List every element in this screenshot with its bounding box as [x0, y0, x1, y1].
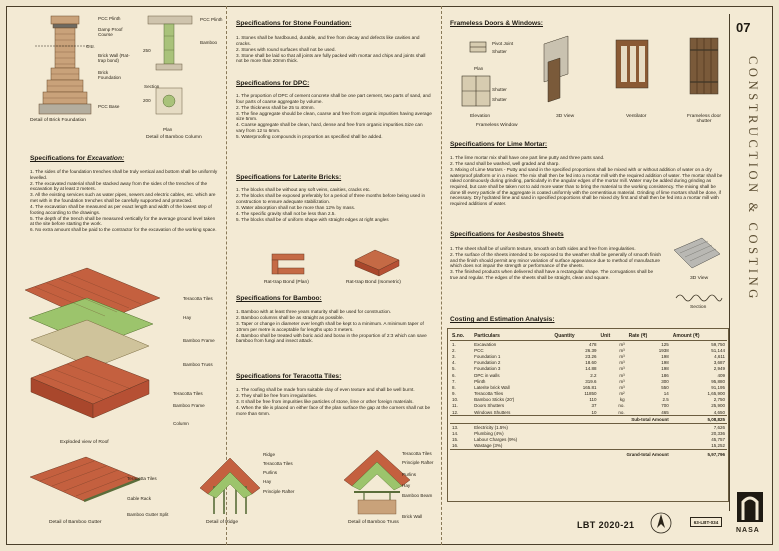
stone-item-1: 1. Stones shall be hardbound, durable, and free from decay and defects like cavities and cracks. [236, 35, 420, 46]
truss-label-purlins: Purlins [402, 472, 417, 477]
roof-label-frame-1: Bamboo Frame [183, 338, 215, 343]
frameless-view-3d: 3D View [556, 114, 575, 119]
costing-header-row [450, 331, 727, 341]
cell-particular: Electricity (1.5%) [474, 424, 508, 430]
ridge-drawing [200, 458, 260, 518]
cell-quantity: 478 [589, 341, 597, 347]
cell-unit: kg [619, 397, 625, 403]
lime-item-3: 3. Mixing of Lime Mortars - Putty and sand in the specified proportions shall be mixed with or without addition of water on a dry waterproof platform or in a mixer. The mix shall then be fed into a mortar mill with the required addition of water. The mortar shall be raked continuously during grinding, particularly in the angular edges of the mortar mill. Water may be added during grinding as required, but care shall be taken not to add more water than to bring the material to the working consistency. The mixing shall be done till every particle of the aggregate is coated uniformly with the cementitious material. Grinding of lime mortars shall be done, if necessary. Dry hydrated lime and sand in specified proportions shall be mixed dry first and shall then be fed into a mortar mill with required additions of water. [450, 167, 723, 206]
cell-sno: 9. [452, 391, 456, 397]
roof-label-tiles-2: Teracotta Tiles [173, 391, 203, 396]
frameless-label-pivot: Pivot Joint [492, 41, 514, 46]
ridge-label-rafter: Principle Rafter [263, 489, 295, 494]
academic-year: LBT 2020-21 [577, 520, 635, 530]
brick-label-wall: Brick Wall (Rat-trap bond) [98, 53, 130, 63]
cell-particular: Windows Shutters [474, 409, 511, 415]
frameless-label-plan: Plan [474, 66, 484, 71]
cell-sno: 2. [452, 347, 456, 353]
cell-rate: 465 [661, 409, 669, 415]
cell-particular: DPC in walls [474, 372, 500, 378]
cell-quantity: 18.60 [585, 360, 597, 366]
cell-unit: m³ [619, 372, 625, 378]
gutter-caption: Detail of Bamboo Gutter [49, 520, 102, 525]
cell-particular: Plumbing (4%) [474, 431, 504, 437]
exploded-roof-drawing [25, 268, 175, 428]
cell-amount: 2,750 [713, 397, 725, 403]
cell-amount: 15,252 [711, 443, 725, 449]
stone-item-2: 2. Stones with round surfaces shall not be used. [236, 46, 336, 52]
excavation-item-5: 5. The depth of the trench shall be measured vertically for the average ground level taken at the site before starting the work. [30, 215, 216, 227]
brick-foundation-drawing [35, 16, 95, 131]
table-row [450, 409, 727, 416]
dpc-heading: Specifications for DPC: [236, 80, 310, 87]
sheet-number: 07 [736, 20, 751, 35]
gutter-label-split: Bamboo Gutter Split [127, 512, 169, 517]
cell-sno: 4. [452, 360, 456, 366]
cell-amount: 409 [717, 372, 725, 378]
cell-amount: 3,687 [713, 360, 725, 366]
cell-sno: 12. [452, 409, 459, 415]
roof-label-frame-2: Bamboo Frame [173, 403, 205, 408]
frameless-view-elevation: Elevation [470, 114, 491, 119]
cell-quantity: 165.81 [582, 384, 597, 390]
excavation-item-2: 2. The excavated material shall be stacked away from the sides of the trenches of the excavation by at least 2 meters. [30, 180, 208, 192]
rat-trap-iso-drawing [355, 250, 401, 276]
cell-amount: 7,626 [713, 424, 725, 430]
asbestos-item-3: 3. The finished products when delivered shall have a rectangular shape. The corrugations shall be true and regular. The edges of the sheets shall be straight, clean and square. [450, 269, 654, 280]
truss-caption: Detail of Bamboo Truss [348, 520, 399, 525]
cell-amount: 59,750 [711, 341, 725, 347]
bamboo-item-1: 1. Bamboo with at least three years maturity shall be used for construction. [236, 309, 392, 314]
costing-heading: Costing and Estimation Analysis: [450, 316, 555, 323]
frameless-window-drawing [452, 34, 732, 116]
roof-label-hay: Hay [183, 315, 192, 320]
bamboo-label-section: Section [144, 84, 160, 89]
costing-body [450, 341, 727, 459]
cell-amount: 91,195 [711, 384, 725, 390]
brick-foundation-caption: Detail of Brick Foundation [30, 118, 86, 123]
cell-particular: Foundation 2 [474, 360, 501, 366]
cell-sno: 15. [452, 437, 459, 443]
cell-quantity: 319.6 [585, 378, 597, 384]
brick-label-dpc: Damp Proof Course [98, 27, 123, 37]
cell-amount: 45,757 [711, 437, 725, 443]
ridge-label-hay: Hay [263, 479, 272, 484]
excavation-heading-em: Excavation: [87, 155, 125, 162]
cell-sno: 6. [452, 372, 456, 378]
laterite-item-1: 1. The blocks shall be without any soft veins, cavities, cracks etc. [236, 187, 371, 192]
costing-table [450, 331, 727, 459]
cell-unit: m³ [619, 360, 625, 366]
cell-quantity: 26.39 [585, 347, 597, 353]
vertical-title: CONSTRUCTION & COSTING [746, 56, 760, 302]
excavation-item-1: 1. The sides of the foundation trenches shall be truly vertical and bottom shall be uniformly levelled. [30, 169, 218, 180]
excavation-item-6: 6. No extra amount shall be paid to the contractor for the excavation of the working space. [30, 227, 217, 233]
cell-rate: 550 [661, 384, 669, 390]
grandtotal-value: 5,97,796 [671, 450, 727, 459]
laterite-item-3: 3. Water absorption shall not be more than 12% by mass. [236, 204, 356, 210]
laterite-item-4: 4. The specific gravity shall not be less than 2.5. [236, 210, 336, 216]
subtotal-row [450, 416, 727, 424]
bamboo-item-4: 4. Bamboo shall be treated with boric acid and borax in the proportion of 2:3 which can save bamboo from fungi and insect attack. [236, 332, 427, 344]
frameless-label-shutter-1: Shutter [492, 49, 507, 54]
cell-sno: 16. [452, 443, 459, 449]
col-rate: Rate (₹) [627, 331, 671, 341]
laterite-text [236, 187, 432, 223]
brick-label-pcc-plinth: PCC Plinth [98, 16, 121, 21]
asbestos-3d-caption: 3D View [690, 276, 709, 281]
stone-foundation-heading: Specifications for Stone Foundation: [236, 20, 352, 27]
excavation-text [30, 169, 220, 234]
cell-amount: 51,144 [711, 347, 725, 353]
cell-particular: Bamboo Sticks (20') [474, 397, 515, 403]
cell-particular: Teracotta Tiles [474, 391, 504, 397]
excavation-heading-prefix: Specifications for [30, 155, 88, 162]
teracotta-item-1: 1. The roofing shall be made from suitable clay of even texture and shall be well burnt. [236, 387, 415, 392]
truss-label-hay: Hay [402, 483, 411, 488]
cell-particular: Plinth [474, 378, 486, 384]
asbestos-item-2: 2. The surface of the sheets intended to be exposed to the weather shall be generally of smooth finish and the finish should permit any minor variation of surface appearance due to method of manufacture which does not impair the strength or performance of the sheets. [450, 252, 661, 269]
cell-quantity: 37 [591, 403, 597, 409]
north-arrow-icon [650, 512, 672, 534]
cell-unit: no. [618, 403, 625, 409]
bamboo-dim-250: 250 [143, 48, 151, 53]
cell-sno: 5. [452, 366, 456, 372]
grandtotal-label: Grand-total Amount [450, 450, 671, 459]
cell-particular: Laterite brick Wall [474, 384, 510, 390]
roof-label-tiles-1: Teracotta Tiles [183, 296, 213, 301]
frameless-label-shutter-3: Shutter [492, 97, 507, 102]
cell-amount: 25,900 [711, 403, 725, 409]
asbestos-item-1: 1. The sheet shall be of uniform texture, smooth on both sides and free from irregularities. [450, 246, 636, 251]
roof-label-truss: Bamboo Truss [183, 362, 213, 367]
frameless-heading: Frameless Doors & Windows: [450, 20, 544, 27]
truss-label-wall: Brick Wall [402, 514, 423, 519]
teracotta-heading: Specifications for Teracotta Tiles: [236, 373, 342, 380]
truss-label-tiles: Teracotta Tiles [402, 451, 432, 456]
cell-rate: 125 [661, 341, 669, 347]
subtotal-label: Sub-total Amount [450, 416, 671, 424]
cell-particular: Excavation [474, 341, 497, 347]
cell-rate: 186 [661, 372, 669, 378]
cell-particular: Foundation 1 [474, 353, 501, 359]
nasa-logo-text: NASA [736, 527, 760, 534]
cell-rate: 2.5 [662, 397, 669, 403]
rat-trap-plan-drawing [272, 254, 312, 276]
truss-label-rafter: Principle Rafter [402, 460, 434, 465]
dpc-text [236, 93, 432, 140]
cell-amount: 95,880 [711, 378, 725, 384]
ridge-caption: Detail of Ridge [206, 520, 239, 525]
cell-particular: Foundation 3 [474, 366, 501, 372]
cell-unit: no. [618, 409, 625, 415]
cell-rate: 198 [661, 360, 669, 366]
ridge-label-purlins: Purlins [263, 470, 278, 475]
asbestos-section-drawing [676, 292, 722, 302]
bamboo-item-3: 3. Taper or change in diameter over length shall be kept to a minimum. A minimum taper of 10mm per metre is acceptable for lengths upto 3 meters. [236, 321, 424, 332]
subtotal-value: 5,08,825 [671, 416, 727, 424]
cell-unit: m³ [619, 366, 625, 372]
dpc-item-4: 4. Coarse aggregate shall be clean, hard, dense and free from organic impurities.Size can vary from 12 to 6mm. [236, 122, 423, 134]
column-divider-2 [441, 6, 442, 545]
cell-quantity: 2.2 [590, 372, 597, 378]
cell-sno: 14. [452, 431, 459, 437]
frameless-label-shutter-2: Shutter [492, 87, 507, 92]
cell-quantity: 14.88 [585, 366, 597, 372]
lime-item-1: 1. The lime mortar mix shall have one part lime putty and three parts sand. [450, 155, 605, 160]
cell-sno: 13. [452, 424, 459, 430]
lime-mortar-text [450, 155, 726, 207]
cell-quantity: 10 [591, 409, 597, 415]
table-row [450, 341, 727, 348]
cell-particular: Doors Shutters [474, 403, 505, 409]
sheet-code: 63-LBT-034 [690, 517, 722, 527]
excavation-item-3: 3. All the existing services such as water pipes, sewers and electric cables, etc. which are met with in the foundation trenches shall be carefully supported and protected. [30, 192, 216, 203]
cell-unit: m³ [619, 347, 625, 353]
laterite-item-2: 2. The blocks shall be exposed preferably for a period of three months before being used in construction to ensure adequate stabilization. [236, 193, 426, 204]
cell-rate: 1938 [658, 347, 669, 353]
rat-trap-plan-caption: Rat-trap Bond (Plan) [264, 280, 309, 285]
cell-rate: 700 [661, 403, 669, 409]
cell-particular: PCC [474, 347, 484, 353]
teracotta-item-3: 3. It shall be free from impurities like particles of stone, lime or other foreign materials. [236, 399, 414, 405]
brick-label-foundation: Brick Foundation [98, 70, 121, 80]
laterite-heading: Specifications for Laterite Bricks: [236, 174, 342, 181]
frameless-view-ventilator: Ventilator [626, 114, 647, 119]
table-row [450, 443, 727, 450]
asbestos-section-caption: Section [690, 305, 707, 310]
cell-rate: 198 [661, 353, 669, 359]
bamboo-label-bamboo: Bamboo [200, 40, 218, 45]
nasa-logo-icon [737, 492, 763, 522]
cell-sno: 1. [452, 341, 456, 347]
roof-label-column: Column [173, 421, 189, 426]
cell-amount: 1,65,900 [707, 391, 725, 397]
laterite-item-5: 5. The blocks shall be of uniform shape with straight edges at right angles [236, 216, 389, 222]
teracotta-text [236, 387, 432, 417]
stone-item-3: 3. Stone shall be laid so that all joints are fully packed with mortar and chips and joints shall not be more than 20mm thick. [236, 52, 426, 64]
lime-item-2: 2. The sand shall be washed, well graded and sharp. [450, 161, 560, 167]
grandtotal-row [450, 450, 727, 459]
bamboo-label-pcc-plinth: PCC Plinth [200, 17, 223, 22]
cell-amount: 2,949 [713, 366, 725, 372]
cell-amount: 4,611 [714, 353, 725, 359]
gutter-label-tiles: Teracotta Tiles [127, 476, 157, 481]
col-particulars: Particulars [472, 331, 552, 341]
col-amount: Amount (₹) [671, 331, 727, 341]
col-quantity: Quantity [552, 331, 598, 341]
cell-unit: m² [619, 391, 625, 397]
bamboo-text [236, 309, 432, 345]
cell-amount: 20,336 [711, 431, 725, 437]
dpc-item-5: 5. Waterproofing compounds in proportion as specified shall be added. [236, 134, 383, 140]
dpc-item-3: 3. The fine aggregate should be clean, coarse and free from organic impurities having average size 5mm. [236, 110, 432, 122]
cell-particular: Labour Charges (9%) [474, 437, 518, 443]
stone-foundation-text [236, 35, 432, 64]
bamboo-heading: Specifications for Bamboo: [236, 295, 322, 302]
cell-rate: 300 [661, 378, 669, 384]
cell-sno: 3. [452, 353, 456, 359]
asbestos-heading: Specifications for Aesbestos Sheets [450, 231, 564, 238]
dpc-item-1: 1. The proportion of DPC of cement concrete shall be one part cement, two parts of sand, and four parts of coarse aggregate by volume. [236, 93, 431, 104]
frameless-view-door: Frameless door shutter [687, 114, 721, 124]
truss-label-beam: Bamboo Beam [402, 493, 433, 498]
cell-quantity: 23.26 [585, 353, 597, 359]
brick-label-gl: G.L. [86, 44, 95, 49]
dpc-item-2: 2. The thickness shall be 25 to 40mm. [236, 104, 315, 110]
cell-particular: Wastage (3%) [474, 443, 503, 449]
bamboo-item-2: 2. Bamboo columns shall be as straight as possible. [236, 315, 344, 321]
cell-sno: 11. [452, 403, 458, 409]
excavation-heading [30, 155, 124, 162]
excavation-item-4: 4. The excavation shall be measured as per exact length and width of the lowest step of footing according to the drawings. [30, 204, 212, 215]
cell-unit: m³ [619, 378, 625, 384]
cell-unit: m³ [619, 341, 625, 347]
lime-mortar-heading: Specifications for Lime Mortar: [450, 141, 548, 148]
bamboo-label-plan: Plan [163, 127, 173, 132]
ridge-label-ridge: Ridge [263, 452, 276, 457]
frameless-window-caption: Frameless Window [476, 123, 518, 128]
bamboo-column-caption: Detail of Bamboo Column [146, 135, 202, 140]
cell-quantity: 11850 [584, 391, 597, 397]
bamboo-truss-drawing [344, 450, 410, 516]
rat-trap-iso-caption: Rat-trap Bond (Isometric) [346, 280, 401, 285]
cell-amount: 4,650 [713, 409, 725, 415]
cell-sno: 7. [452, 378, 456, 384]
gutter-label-gable: Gable Rack [127, 496, 152, 501]
roof-caption: Exploded view of Roof [60, 440, 109, 445]
cell-sno: 10. [452, 397, 459, 403]
cell-quantity: 110 [589, 397, 597, 403]
ridge-label-tiles: Teracotta Tiles [263, 461, 293, 466]
teracotta-item-2: 2. They shall be free from irregularities. [236, 393, 318, 399]
cell-unit: m³ [619, 353, 625, 359]
table-row [450, 424, 727, 431]
col-sno: S.no. [450, 331, 472, 341]
cell-sno: 8. [452, 384, 456, 390]
asbestos-3d-drawing [672, 236, 722, 272]
cell-rate: 198 [661, 366, 669, 372]
cell-rate: 14 [663, 391, 669, 397]
brick-label-pcc-base: PCC Base [98, 104, 120, 109]
teracotta-item-4: 4. When the tile is placed on either face of the plan surface the gap at the corners shall not be more than 6mm. [236, 405, 431, 416]
bamboo-dim-200: 200 [143, 98, 151, 103]
col-unit: Unit [599, 331, 627, 341]
cell-unit: m³ [619, 384, 625, 390]
asbestos-text [450, 246, 662, 281]
